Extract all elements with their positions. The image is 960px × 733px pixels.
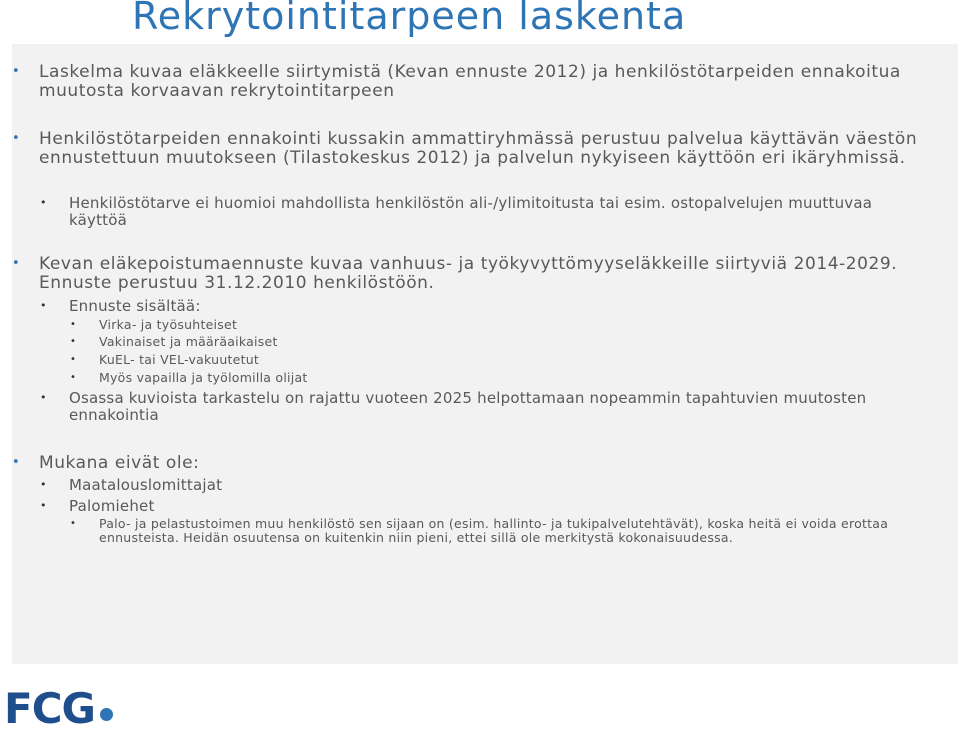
sub-bullet-palomiehet: Palomiehet — [69, 497, 155, 515]
bullet-marker: • — [70, 336, 76, 347]
bullet-marker: • — [40, 478, 47, 491]
list-item-virka: Virka- ja työsuhteiset — [99, 317, 238, 332]
sub-bullet-ennuste-sisältää: Ennuste sisältää: — [69, 297, 201, 315]
bullet-marker: • — [40, 391, 47, 404]
bullet-marker: • — [40, 299, 47, 312]
bullet-mukana-eivät-ole: Mukana eivät ole: — [39, 453, 200, 473]
bullet-marker: • — [12, 256, 20, 271]
bullet-kevan-ennuste: Kevan eläkepoistumaennuste kuvaa vanhuus- ja työkyvyttömyyseläkkeille siirtyviä 2014-2029. Ennuste perustuu 31.12.2010 henkilöstöön. — [39, 254, 898, 293]
list-item-palo-ja-pelastustoimi: Palo- ja pelastustoimen muu henkilöstö sen sijaan on (esim. hallinto- ja tukipalvelutehtävät), koska heitä ei voida erottaa ennusteista. Heidän osuutensa on kuitenkin niin pieni, ettei sillä ole merkitystä kokonaisuudessa. — [99, 516, 889, 545]
bullet-marker: • — [70, 372, 76, 383]
list-item-kuel: KuEL- tai VEL-vakuutetut — [99, 352, 260, 367]
bullet-marker: • — [70, 354, 76, 365]
bullet-henkilöstötarpeiden-ennakointi: Henkilöstötarpeiden ennakointi kussakin ammattiryhmässä perustuu palvelua käyttävän väestön ennustettuun muutokseen (Tilastokeskus 2012) ja palvelun nykyiseen käyttöön eri ikäryhmissä. — [39, 129, 918, 168]
bullet-marker: • — [12, 131, 20, 146]
bullet-marker: • — [12, 64, 20, 79]
bullet-marker: • — [70, 518, 76, 529]
bullet-marker: • — [12, 455, 20, 470]
slide-title: Rekrytointitarpeen laskenta — [132, 0, 687, 38]
bullet-marker: • — [70, 319, 76, 330]
list-item-vakinaiset: Vakinaiset ja määräaikaiset — [99, 334, 278, 349]
fcg-logo: FCG — [4, 684, 95, 733]
sub-bullet-rajattu-2025: Osassa kuvioista tarkastelu on rajattu vuoteen 2025 helpottamaan nopeammin tapahtuvien muutosten ennakointia — [69, 389, 867, 424]
list-item-vapailla: Myös vapailla ja työlomilla olijat — [99, 370, 308, 385]
logo-dot-icon — [100, 708, 113, 721]
sub-bullet-henkilöstötarve: Henkilöstötarve ei huomioi mahdollista henkilöstön ali-/ylimitoitusta tai esim. ostopalvelujen muuttuvaa käyttöä — [69, 194, 873, 229]
bullet-marker: • — [40, 196, 47, 209]
bullet-marker: • — [40, 499, 47, 512]
sub-bullet-maatalouslomittajat: Maatalouslomittajat — [69, 476, 223, 494]
bullet-eläkkeelle-siirtyminen: Laskelma kuvaa eläkkeelle siirtymistä (Kevan ennuste 2012) ja henkilöstötarpeiden ennakoitua muutosta korvaavan rekrytointitarpeen — [39, 62, 901, 101]
